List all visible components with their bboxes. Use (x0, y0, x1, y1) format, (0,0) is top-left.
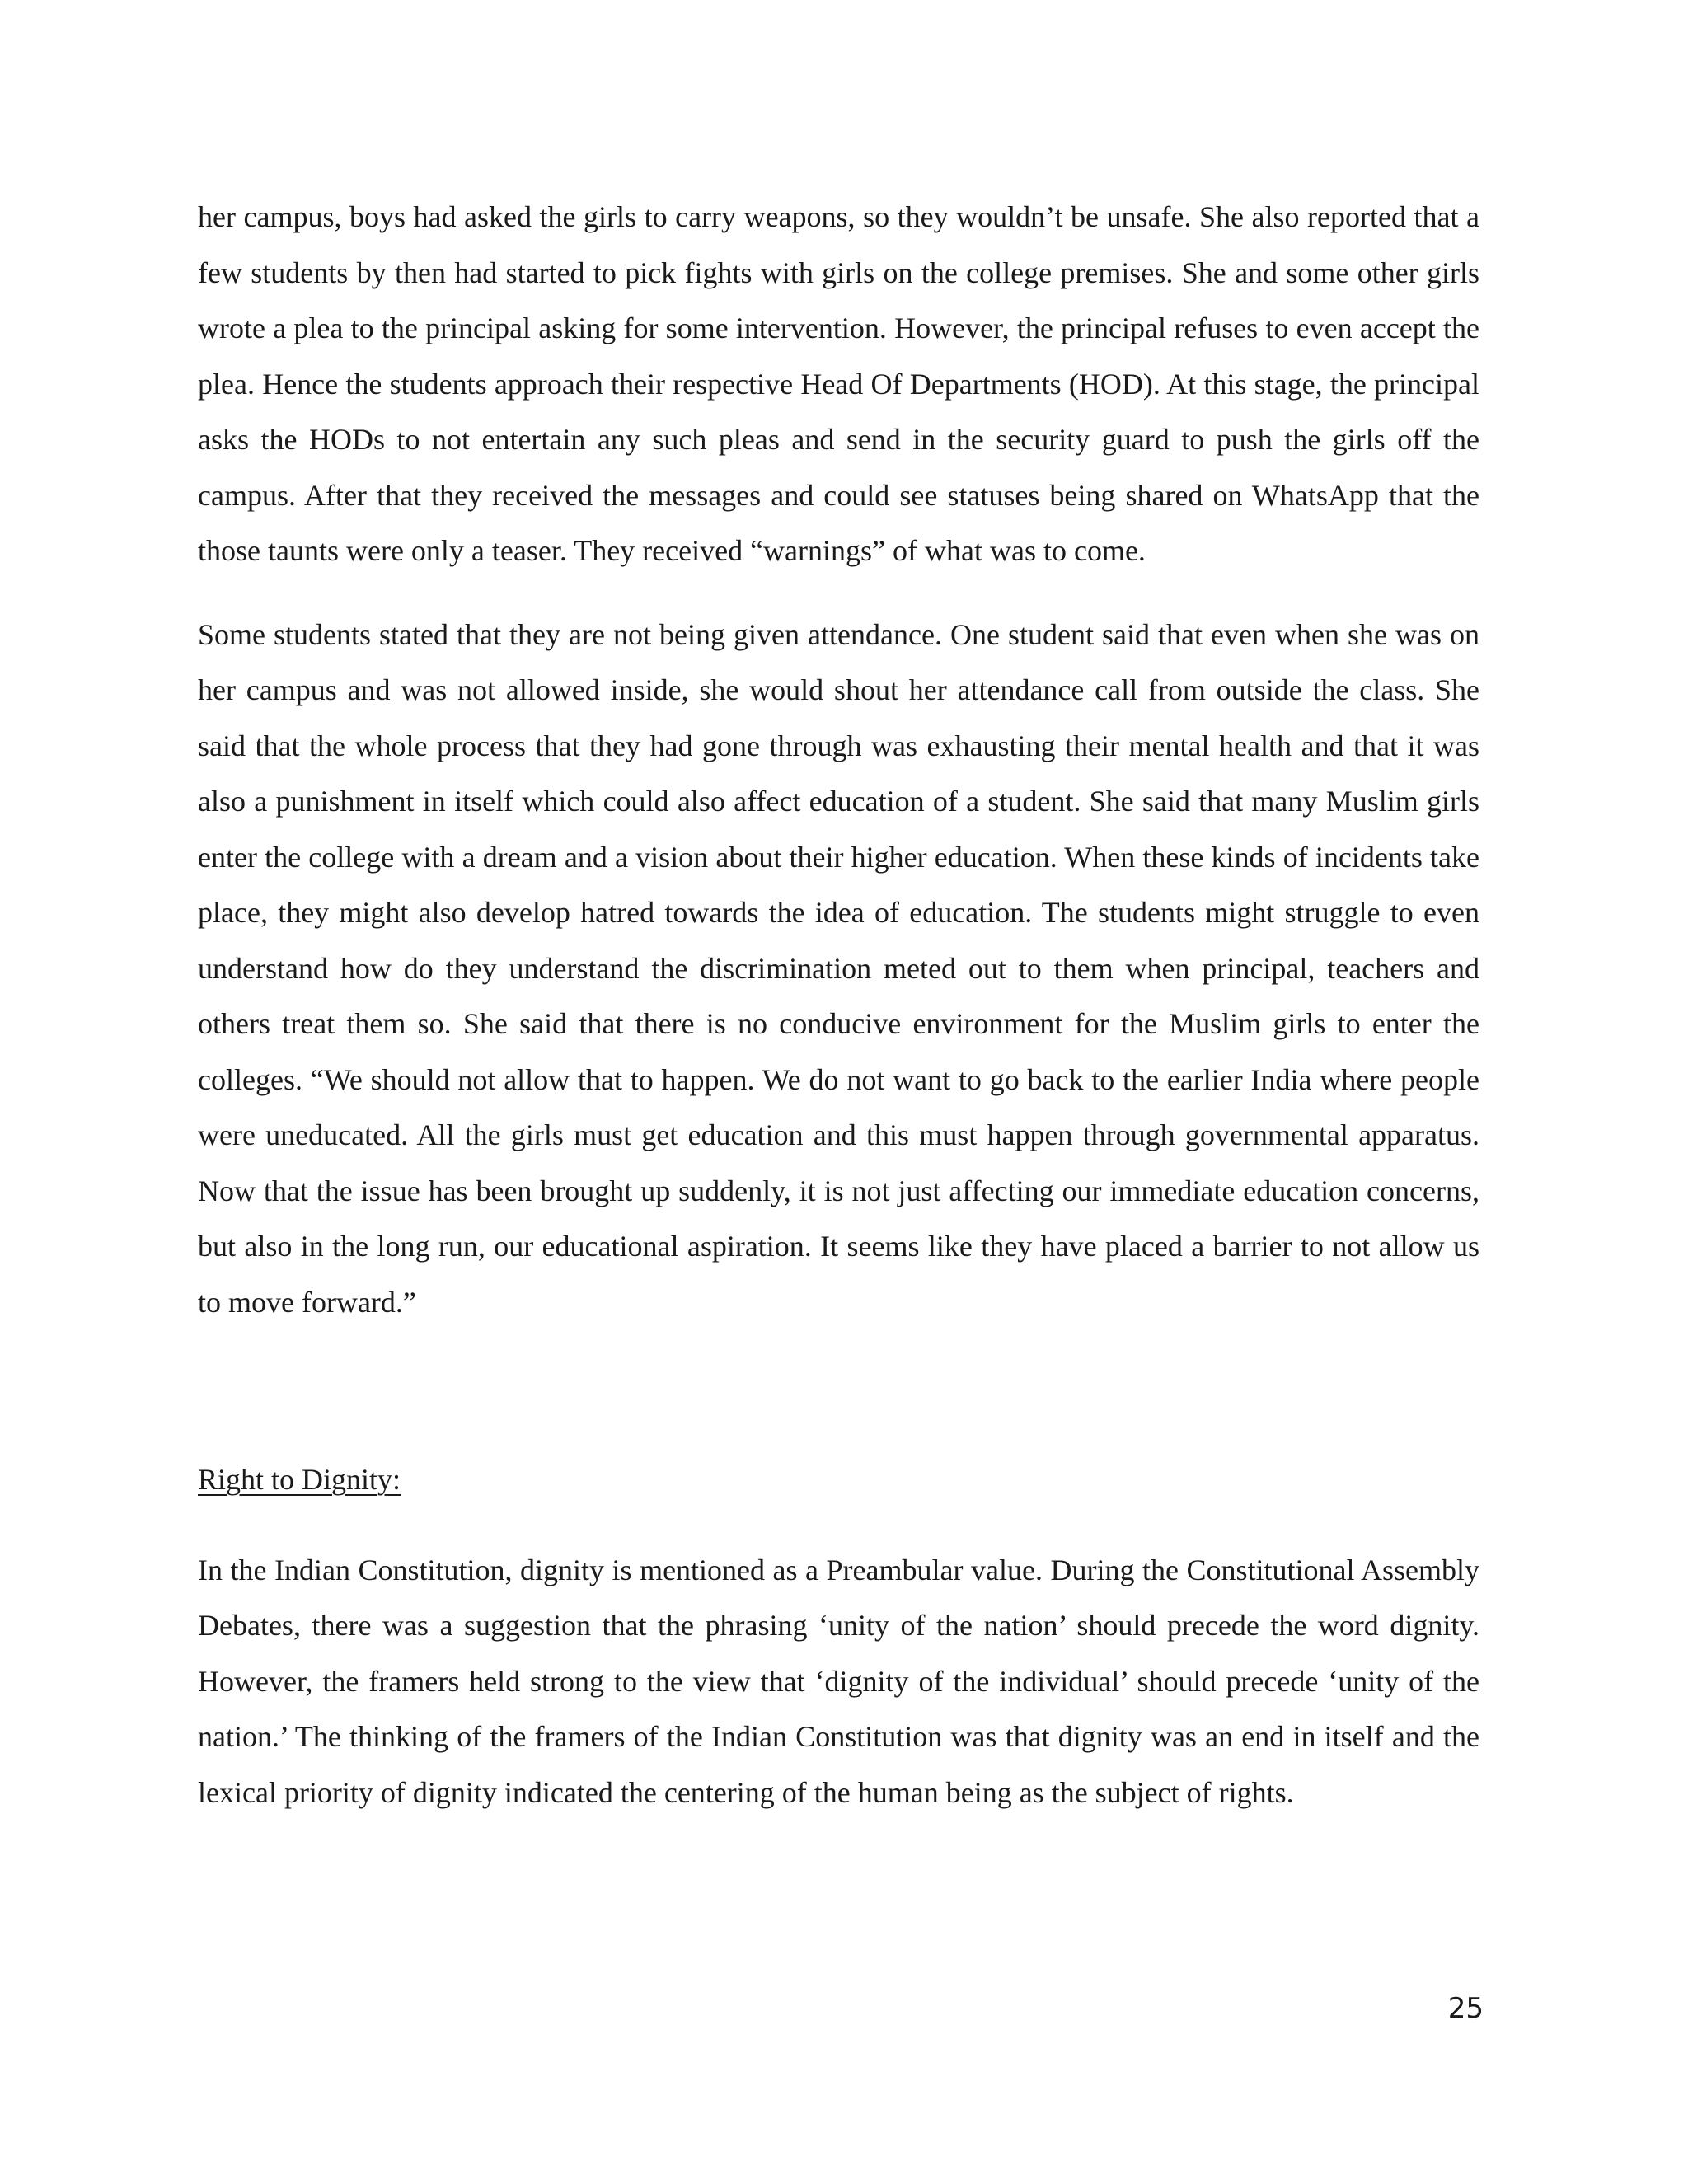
section-heading-right-to-dignity: Right to Dignity: (198, 1463, 401, 1496)
body-paragraph-attendance: Some students stated that they are not being given attendance. One student said that even when she was on her campus and was not allowed inside, she would shout her attendance call from outside the class. She said that the whole process that they had gone through was exhausting their mental health and that it was also a punishment in itself which could also affect education of a student. She said that many Muslim girls enter the college with a dream and a vision about their higher education. When these kinds of incidents take place, they might also develop hatred towards the idea of education. The students might struggle to even understand how do they understand the discrimination meted out to them when principal, teachers and others treat them so. She said that there is no conducive environment for the Muslim girls to enter the colleges. “We should not allow that to happen. We do not want to go back to the earlier India where people were uneducated. All the girls must get education and this must happen through governmental apparatus. Now that the issue has been brought up suddenly, it is not just affecting our immediate education concerns, but also in the long run, our educational aspiration. It seems like they have placed a barrier to not allow us to move forward.” (198, 617, 1479, 1319)
body-paragraph-campus-incidents: her campus, boys had asked the girls to carry weapons, so they wouldn’t be unsafe. She also reported that a few students by then had started to pick fights with girls on the college premises. She and some other girls wrote a plea to the principal asking for some intervention. However, the principal refuses to even accept the plea. Hence the students approach their respective Head Of Departments (HOD). At this stage, the principal asks the HODs to not entertain any such pleas and send in the security guard to push the girls off the campus. After that they received the messages and could see statuses being shared on WhatsApp that the those taunts were only a teaser. They received “warnings” of what was to come. (198, 200, 1479, 567)
page-number: 25 (1447, 1992, 1484, 2025)
page-content (198, 190, 1479, 1849)
body-paragraph-dignity: In the Indian Constitution, dignity is mentioned as a Preambular value. During the Constitutional Assembly Debates, there was a suggestion that the phrasing ‘unity of the nation’ should precede the word dignity. However, the framers held strong to the view that ‘dignity of the individual’ should precede ‘unity of the nation.’ The thinking of the framers of the Indian Constitution was that dignity was an end in itself and the lexical priority of dignity indicated the centering of the human being as the subject of rights. (198, 1553, 1479, 1809)
